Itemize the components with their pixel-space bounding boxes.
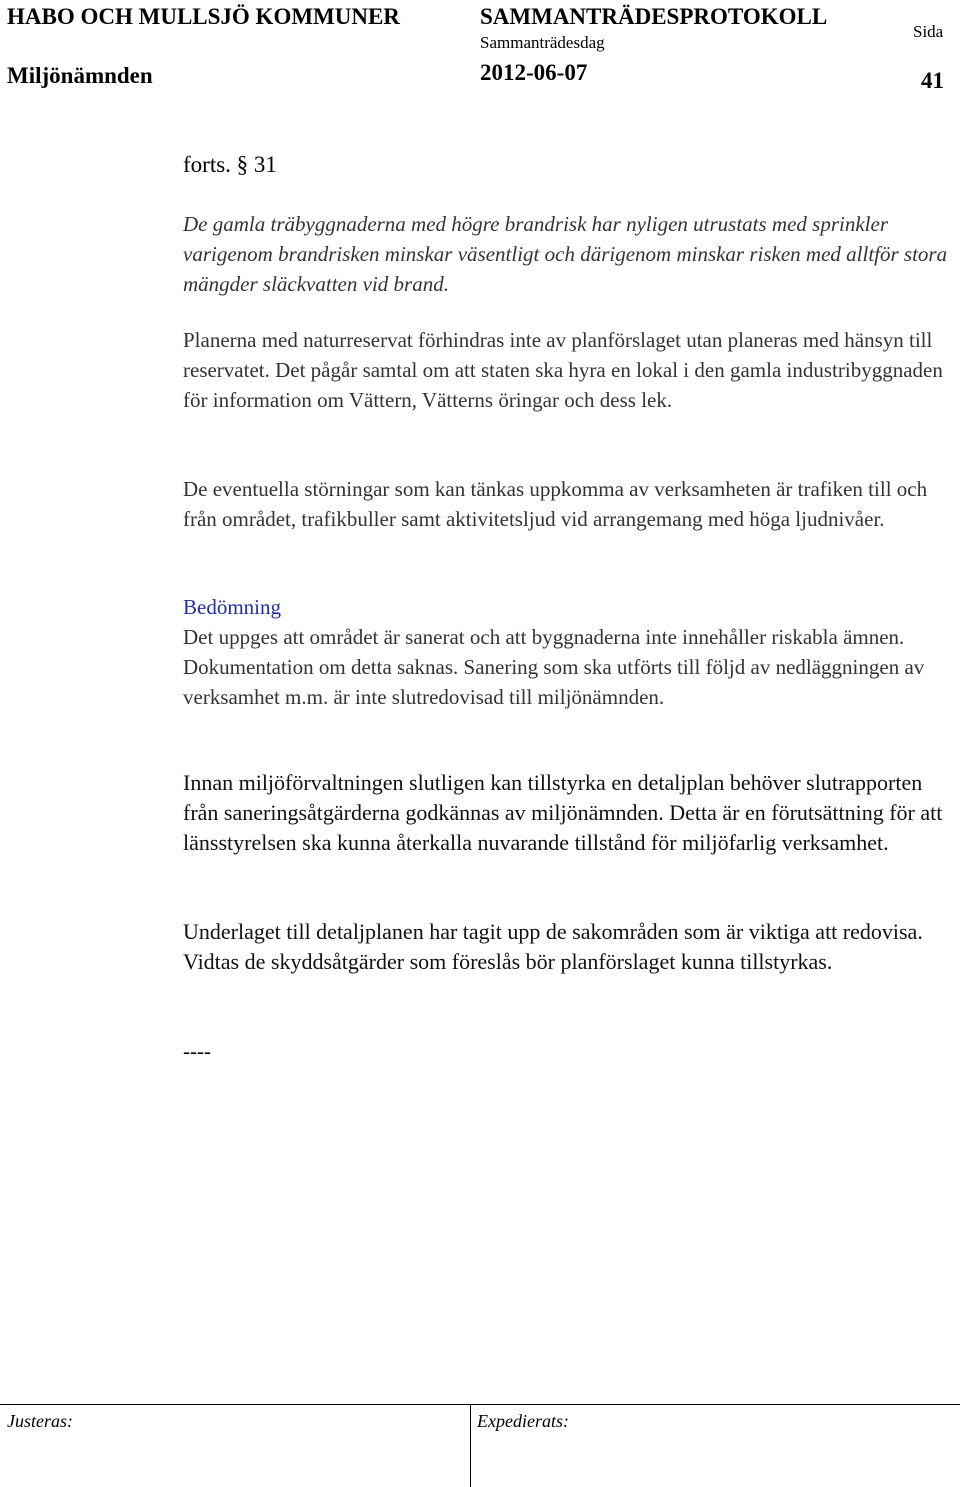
header-committee: Miljönämnden xyxy=(7,63,153,88)
header-page-label: Sida xyxy=(913,22,944,41)
footer-rule xyxy=(0,1404,960,1405)
paragraph-3: De eventuella störningar som kan tänkas uppkomma av verksamheten är trafiken till och från området, trafikbuller samt aktivitetsljud vid arrangemang med höga ljudnivåer. xyxy=(183,477,928,531)
paragraph-5: Innan miljöförvaltningen slutligen kan tillstyrka en detaljplan behöver slutrapporten från saneringsåtgärderna godkännas av miljönämnden. Detta är en förutsättning för att länsstyrelsen ska kunna återkalla nuvarande tillstånd för miljöfarlig verksamhet. xyxy=(183,770,943,855)
header-date-label: Sammanträdesdag xyxy=(480,33,605,52)
header-doc-type: SAMMANTRÄDESPROTOKOLL xyxy=(480,4,828,29)
heading-bedomning: Bedömning xyxy=(183,595,281,619)
footer-expedierats: Expedierats: xyxy=(477,1411,569,1431)
separator: ---- xyxy=(183,1039,211,1063)
header-date: 2012-06-07 xyxy=(480,60,588,85)
header-page-number: 41 xyxy=(921,68,944,93)
section-forts: forts. xyxy=(183,152,231,177)
footer-divider xyxy=(470,1404,471,1487)
paragraph-6: Underlaget till detaljplanen har tagit upp de sakområden som är viktiga att redovisa. Vidtas de skyddsåtgärder som föreslås bör planförslaget kunna tillstyrkas. xyxy=(183,919,923,974)
section-ref xyxy=(183,150,277,180)
paragraph-1: De gamla träbyggnaderna med högre brandrisk har nyligen utrustats med sprinkler varigenom brandrisken minskar väsentligt och därigenom minskar risken med alltför stora mängder släckvatten vid brand. xyxy=(183,212,948,296)
header-org: HABO OCH MULLSJÖ KOMMUNER xyxy=(7,4,400,29)
paragraph-2: Planerna med naturreservat förhindras inte av planförslaget utan planeras med hänsyn till reservatet. Det pågår samtal om att staten ska hyra en lokal i den gamla industribyggnaden för information om Vättern, Vätterns öringar och dess lek. xyxy=(183,328,943,412)
footer-justeras: Justeras: xyxy=(7,1411,73,1431)
section-paragraph-number: § 31 xyxy=(236,152,277,177)
paragraph-4: Det uppges att området är sanerat och att byggnaderna inte innehåller riskabla ämnen. Dokumentation om detta saknas. Sanering som ska utförts till följd av nedläggningen av verksamhet m.m. är inte slutredovisad till miljönämnden. xyxy=(183,625,925,709)
